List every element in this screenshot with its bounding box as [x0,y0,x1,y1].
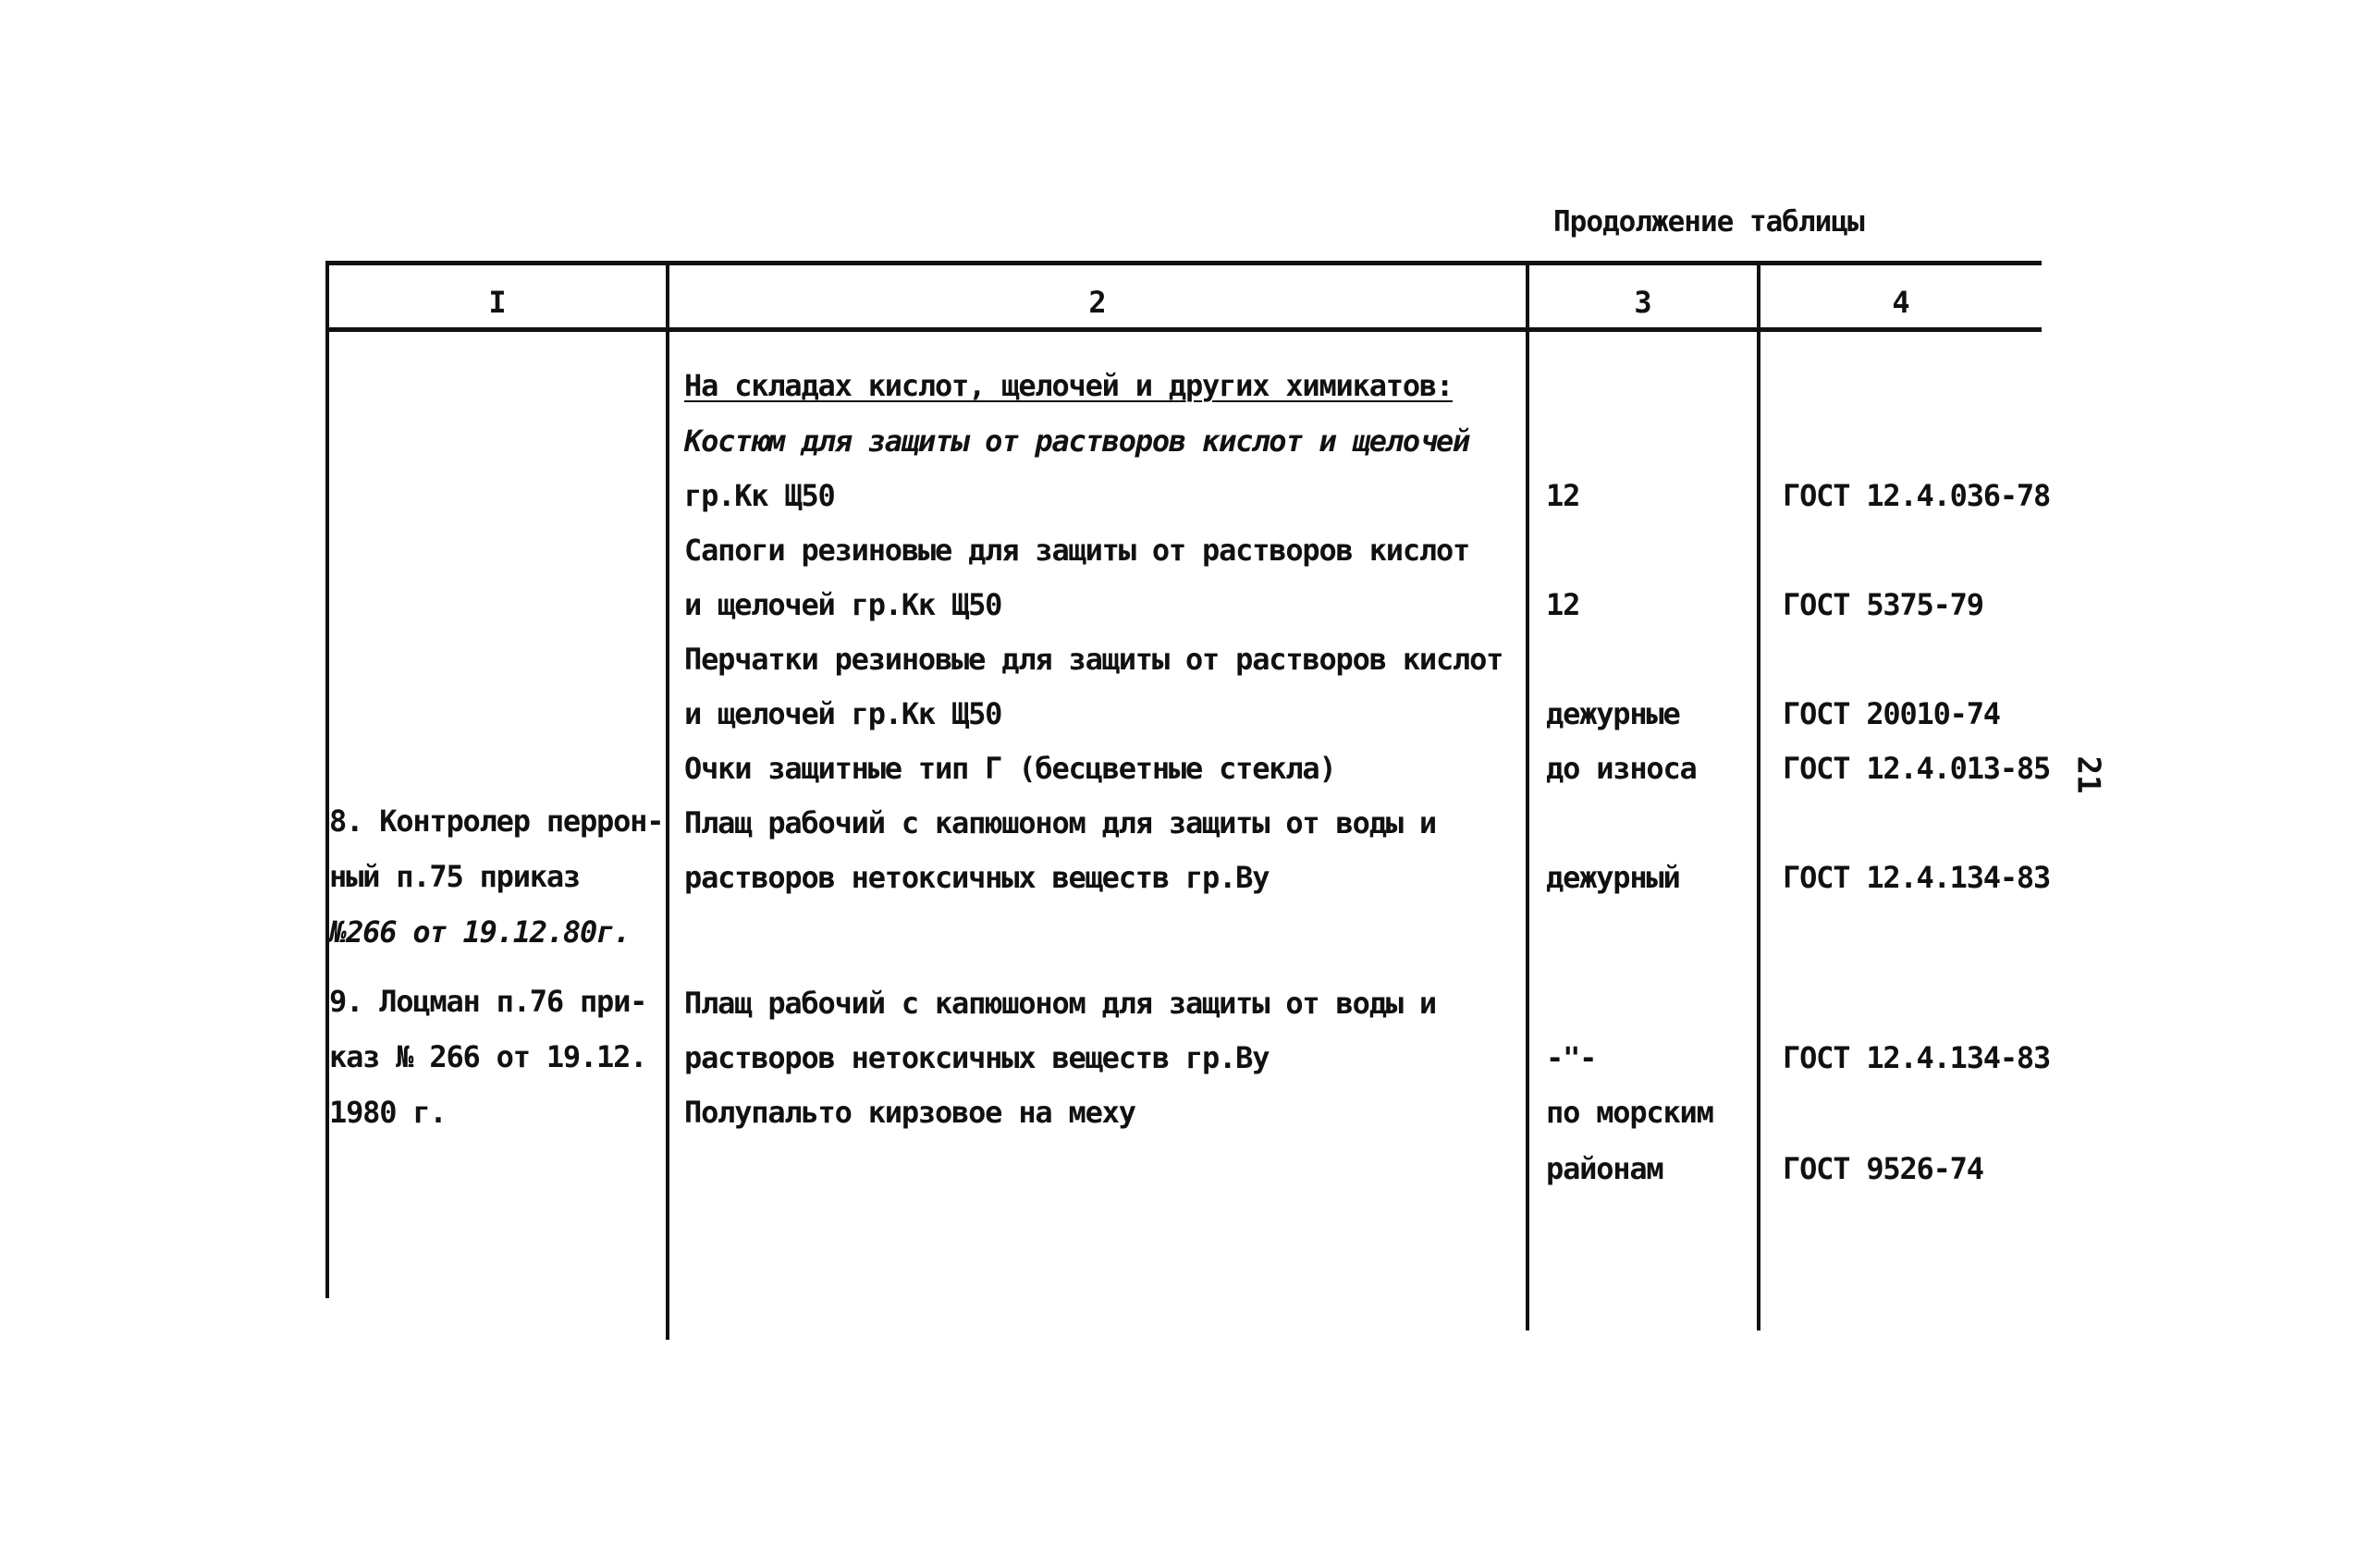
col3-line: дежурный [1546,860,1680,895]
col2-line: Очки защитные тип Г (бесцветные стекла) [684,751,1336,786]
header-col-2: 2 [1088,285,1107,320]
col4-line: ГОСТ 12.4.134-83 [1783,1040,2051,1075]
table-continuation-caption: Продолжение таблицы [1553,205,1864,239]
col3-line: 12 [1546,478,1580,513]
col4-line: ГОСТ 12.4.036-78 [1783,478,2051,513]
col1-line: №266 от 19.12.80г. [329,914,631,950]
col2-line: гр.Кк Щ50 [684,478,835,513]
col3-line: -"- [1546,1040,1597,1075]
column-divider-left [325,263,329,1298]
col4-line: ГОСТ 12.4.013-85 [1783,751,2051,786]
col1-line: 1980 г. [329,1095,447,1130]
col3-line: до износа [1546,751,1697,786]
col2-line: Плащ рабочий с капюшоном для защиты от воды и [684,805,1436,840]
table-top-rule [325,261,2042,265]
col3-line: по морским [1546,1095,1713,1130]
header-col-3: 3 [1634,285,1652,320]
col3-line: 12 [1546,587,1580,622]
col1-line: 8. Контролер перрон- [329,803,664,839]
section-heading: На складах кислот, щелочей и других химикатов: [684,368,1454,403]
col2-line: Сапоги резиновые для защиты от растворов кислот [684,533,1470,568]
col2-line: растворов нетоксичных веществ гр.Ву [684,860,1270,895]
col1-line: каз № 266 от 19.12. [329,1039,647,1074]
column-divider-3-4 [1757,263,1760,1330]
col1-line: 9. Лоцман п.76 при- [329,984,647,1019]
col4-line: ГОСТ 5375-79 [1783,587,1983,622]
col4-line: ГОСТ 12.4.134-83 [1783,860,2051,895]
column-divider-2-3 [1526,263,1529,1330]
col1-line: ный п.75 приказ [329,859,580,894]
page-number: 21 [2069,755,2107,794]
header-col-1: I [488,285,507,320]
col2-line: растворов нетоксичных веществ гр.Ву [684,1040,1270,1075]
col2-line: и щелочей гр.Кк Щ50 [684,696,1002,731]
column-divider-1-2 [666,263,669,1340]
col4-line: ГОСТ 9526-74 [1783,1151,1983,1186]
col2-line: и щелочей гр.Кк Щ50 [684,587,1002,622]
col3-line: районам [1546,1151,1663,1186]
col4-line: ГОСТ 20010-74 [1783,696,2000,731]
col3-line: дежурные [1546,696,1680,731]
header-col-4: 4 [1892,285,1910,320]
col2-line: Полупальто кирзовое на меху [684,1095,1135,1130]
col2-line: Костюм для защиты от растворов кислот и щелочей [684,423,1470,459]
table-header-rule [325,327,2042,332]
col2-line: Плащ рабочий с капюшоном для защиты от воды и [684,986,1436,1021]
col2-line: Перчатки резиновые для защиты от растворов кислот [684,642,1503,677]
